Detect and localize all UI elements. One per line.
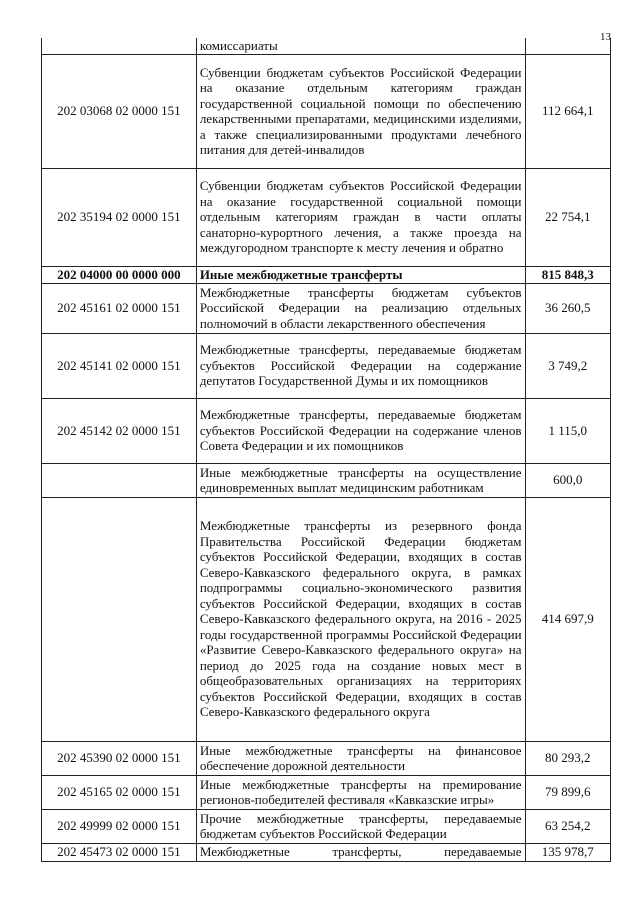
amount-cell: 135 978,7 <box>525 843 610 861</box>
description-cell: Прочие межбюджетные трансферты, передаваемые бюджетам субъектов Российской Федерации <box>196 809 525 843</box>
table-row-total <box>42 266 611 283</box>
table-row <box>42 38 611 54</box>
description-cell: Иные межбюджетные трансферты на финансовое обеспечение дорожной деятельности <box>196 741 525 775</box>
table-row <box>42 775 611 809</box>
table-row <box>42 168 611 266</box>
table-row <box>42 398 611 463</box>
table-row <box>42 463 611 497</box>
budget-income-table <box>41 38 611 862</box>
budget-code-cell: 202 45161 02 0000 151 <box>42 283 197 333</box>
description-cell: Иные межбюджетные трансферты на премирование регионов-победителей фестиваля «Кавказские игры» <box>196 775 525 809</box>
amount-cell: 22 754,1 <box>525 168 610 266</box>
table-row <box>42 333 611 398</box>
budget-code-cell: 202 45165 02 0000 151 <box>42 775 197 809</box>
amount-cell: 112 664,1 <box>525 54 610 168</box>
table-row <box>42 741 611 775</box>
budget-code-cell: 202 04000 00 0000 000 <box>42 266 197 283</box>
table-row <box>42 283 611 333</box>
budget-code-cell: 202 45142 02 0000 151 <box>42 398 197 463</box>
budget-code-cell: 202 45141 02 0000 151 <box>42 333 197 398</box>
budget-code-cell: 202 03068 02 0000 151 <box>42 54 197 168</box>
amount-cell: 79 899,6 <box>525 775 610 809</box>
budget-code-cell: 202 45473 02 0000 151 <box>42 843 197 861</box>
page-number: 13 <box>600 31 611 43</box>
amount-cell: 1 115,0 <box>525 398 610 463</box>
description-cell: Межбюджетные трансферты, передаваемые бюджетам субъектов Российской Федерации на содержание членов Совета Федерации и их помощников <box>196 398 525 463</box>
budget-code-cell: 202 45390 02 0000 151 <box>42 741 197 775</box>
table-row <box>42 497 611 741</box>
table-row <box>42 809 611 843</box>
description-cell: Межбюджетные трансферты, передаваемые бюджетам субъектов Российской Федерации на содержание депутатов Государственной Думы и их помощников <box>196 333 525 398</box>
table-row <box>42 843 611 861</box>
description-cell: Субвенции бюджетам субъектов Российской Федерации на оказание отдельным категориям граждан государственной социальной помощи по обеспечению лекарственными препаратами, медицинскими изделиями, а также специализированными продуктами лечебного питания для детей-инвалидов <box>196 54 525 168</box>
description-cell: комиссариаты <box>196 38 525 54</box>
description-cell: Иные межбюджетные трансферты на осуществление единовременных выплат медицинским работникам <box>196 463 525 497</box>
description-cell: Межбюджетные трансферты бюджетам субъектов Российской Федерации на реализацию отдельных полномочий в области лекарственного обеспечения <box>196 283 525 333</box>
amount-cell: 63 254,2 <box>525 809 610 843</box>
budget-code-cell: 202 35194 02 0000 151 <box>42 168 197 266</box>
amount-cell: 815 848,3 <box>525 266 610 283</box>
budget-code-cell <box>42 38 197 54</box>
description-cell: Межбюджетные трансферты, передаваемые <box>196 843 525 861</box>
table-row <box>42 54 611 168</box>
budget-code-cell <box>42 497 197 741</box>
budget-code-cell: 202 49999 02 0000 151 <box>42 809 197 843</box>
amount-cell: 80 293,2 <box>525 741 610 775</box>
description-cell: Субвенции бюджетам субъектов Российской Федерации на оказание государственной социальной помощи отдельным категориям граждан в части оплаты санаторно-курортного лечения, а также проезда на междугородном транспорте к месту лечения и обратно <box>196 168 525 266</box>
amount-cell <box>525 38 610 54</box>
amount-cell: 600,0 <box>525 463 610 497</box>
description-cell: Межбюджетные трансферты из резервного фонда Правительства Российской Федерации бюджетам субъектов Российской Федерации, входящих в состав Северо-Кавказского федерального округа, в рамках подпрограммы социально-экономического развития субъектов Российской Федерации, входящих в состав Северо-Кавказского федерального округа, на 2016 - 2025 годы государственной программы Российской Федерации «Развитие Северо-Кавказского федерального округа» на период до 2025 года на создание новых мест в общеобразовательных организациях на территориях субъектов Российской Федерации, входящих в состав Северо-Кавказского федерального округа <box>196 497 525 741</box>
amount-cell: 36 260,5 <box>525 283 610 333</box>
budget-code-cell <box>42 463 197 497</box>
amount-cell: 3 749,2 <box>525 333 610 398</box>
amount-cell: 414 697,9 <box>525 497 610 741</box>
description-cell: Иные межбюджетные трансферты <box>196 266 525 283</box>
